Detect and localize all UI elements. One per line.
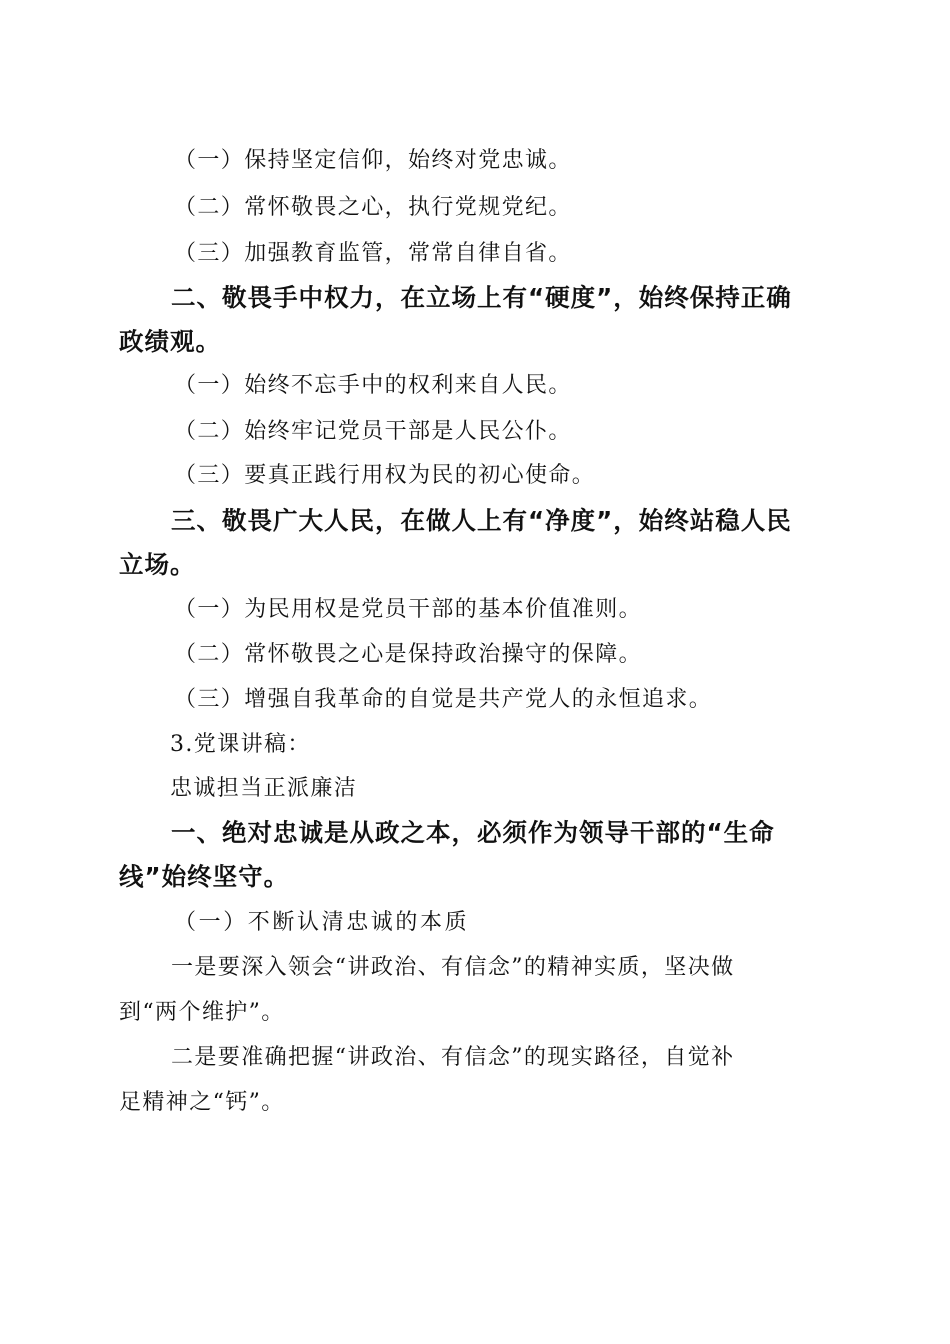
section3-item-1: （一）为民用权是党员干部的基本价值准则。 [174, 597, 643, 622]
lecture-paragraph2-line2: 足精神之“钙”。 [119, 1090, 285, 1115]
section3-heading-line2: 立场。 [119, 550, 196, 579]
lecture-paragraph1-line2: 到“两个维护”。 [119, 1000, 285, 1025]
section2-heading-line1: 二、敬畏手中权力，在立场上有“硬度”，始终保持正确 [171, 283, 792, 312]
section3-item-3: （三）增强自我革命的自觉是共产党人的永恒追求。 [174, 687, 713, 712]
lecture-heading-line2: 线”始终坚守。 [119, 862, 290, 891]
lecture-label: 3.党课讲稿： [170, 732, 311, 757]
section2-item-3: （三）要真正践行用权为民的初心使命。 [174, 463, 596, 488]
section1-item-3: （三）加强教育监管，常常自律自省。 [174, 241, 572, 266]
lecture-paragraph1-line1: 一是要深入领会“讲政治、有信念”的精神实质，坚决做 [171, 955, 735, 980]
section2-item-1: （一）始终不忘手中的权利来自人民。 [174, 373, 572, 398]
lecture-paragraph2-line1: 二是要准确把握“讲政治、有信念”的现实路径，自觉补 [171, 1045, 735, 1070]
section3-item-2: （二）常怀敬畏之心是保持政治操守的保障。 [174, 642, 643, 667]
lecture-heading-line1: 一、绝对忠诚是从政之本，必须作为领导干部的“生命 [171, 818, 775, 847]
section1-item-2: （二）常怀敬畏之心，执行党规党纪。 [174, 195, 572, 220]
section2-item-2: （二）始终牢记党员干部是人民公仆。 [174, 419, 572, 444]
section3-heading-line1: 三、敬畏广大人民，在做人上有“净度”，始终站稳人民 [171, 506, 792, 535]
section1-item-1: （一）保持坚定信仰，始终对党忠诚。 [174, 148, 572, 173]
lecture-title: 忠诚担当正派廉洁 [170, 776, 358, 801]
section2-heading-line2: 政绩观。 [119, 327, 221, 356]
lecture-subheading: （一）不断认清忠诚的本质 [174, 910, 470, 935]
